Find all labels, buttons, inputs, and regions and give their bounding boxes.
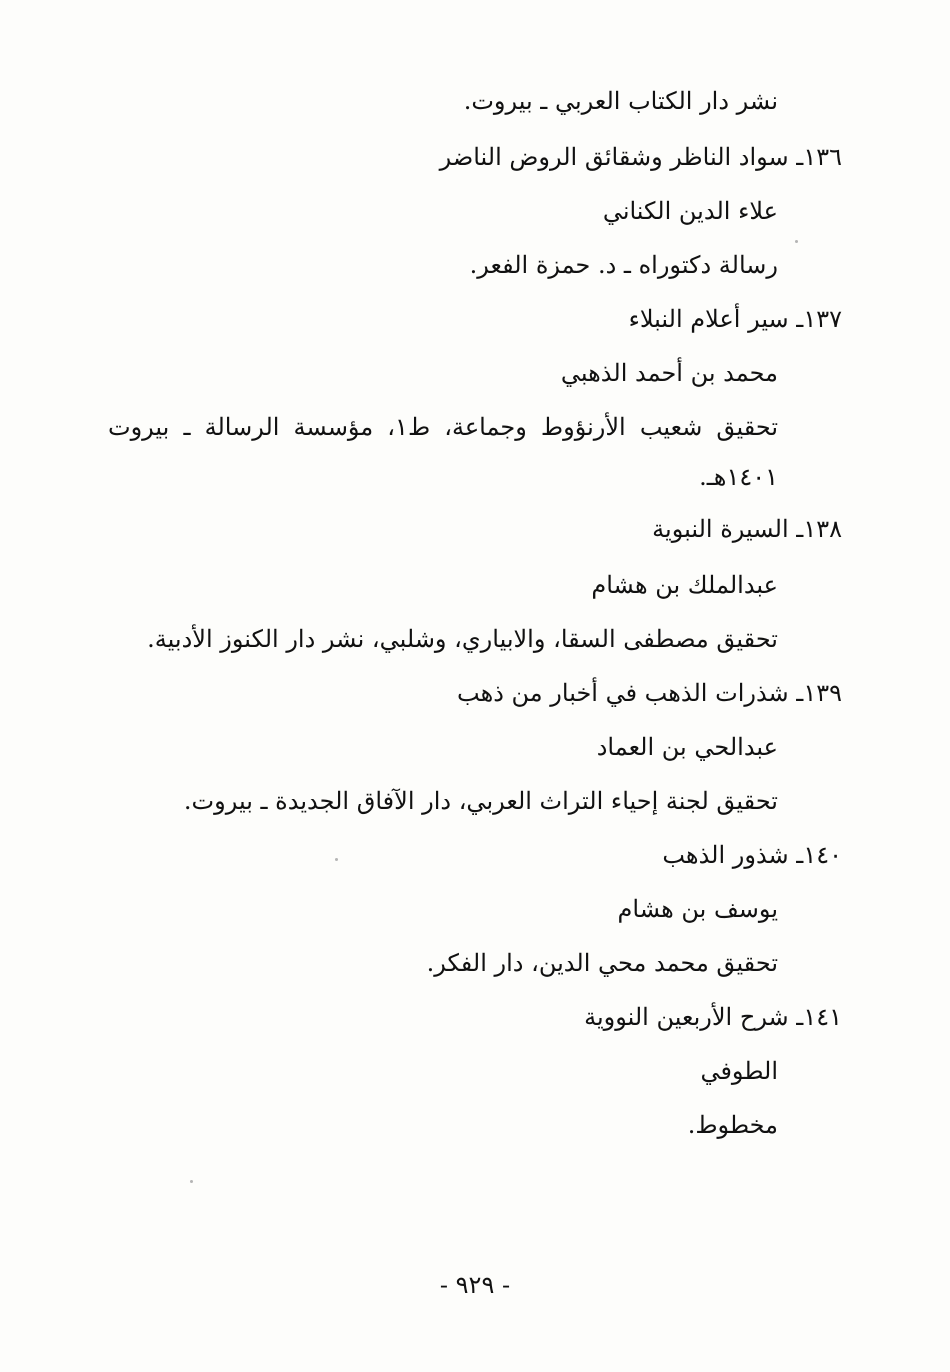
- entry-141-title: ١٤١ـ شرح الأربعين النووية: [584, 1003, 842, 1031]
- entry-141-author: الطوفي: [700, 1057, 778, 1085]
- entry-140-title: ١٤٠ـ شذور الذهب: [662, 841, 842, 869]
- scan-speck: [190, 1180, 193, 1183]
- scan-speck: [335, 858, 338, 861]
- entry-138-note: تحقيق مصطفى السقا، والابياري، وشلبي، نشر دار الكنوز الأدبية.: [147, 625, 778, 653]
- entry-138-author: عبدالملك بن هشام: [591, 571, 778, 599]
- entry-137-note-continued: ١٤٠١هـ.: [699, 463, 778, 491]
- entry-135-publisher: نشر دار الكتاب العربي ـ بيروت.: [463, 87, 778, 115]
- entry-139-author: عبدالحي بن العماد: [596, 733, 778, 761]
- entry-139-title: ١٣٩ـ شذرات الذهب في أخبار من ذهب: [457, 679, 842, 707]
- entry-137-author: محمد بن أحمد الذهبي: [560, 359, 778, 387]
- entry-139-note: تحقيق لجنة إحياء التراث العربي، دار الآفاق الجديدة ـ بيروت.: [183, 787, 778, 815]
- entry-140-author: يوسف بن هشام: [617, 895, 778, 923]
- page-number: - ٩٢٩ -: [439, 1271, 511, 1299]
- entry-138-title: ١٣٨ـ السيرة النبوية: [652, 515, 842, 543]
- entry-141-note: مخطوط.: [687, 1111, 778, 1139]
- entry-137-title: ١٣٧ـ سير أعلام النبلاء: [628, 305, 842, 333]
- entry-137-note: تحقيق شعيب الأرنؤوط وجماعة، ط١، مؤسسة الرسالة ـ بيروت: [108, 413, 778, 441]
- entry-136-note: رسالة دكتوراه ـ د. حمزة الفعر.: [469, 251, 778, 279]
- entry-140-note: تحقيق محمد محي الدين، دار الفكر.: [426, 949, 778, 977]
- scan-speck: [795, 240, 798, 243]
- entry-136-title: ١٣٦ـ سواد الناظر وشقائق الروض الناضر: [439, 143, 842, 171]
- entry-136-author: علاء الدين الكناني: [602, 197, 778, 225]
